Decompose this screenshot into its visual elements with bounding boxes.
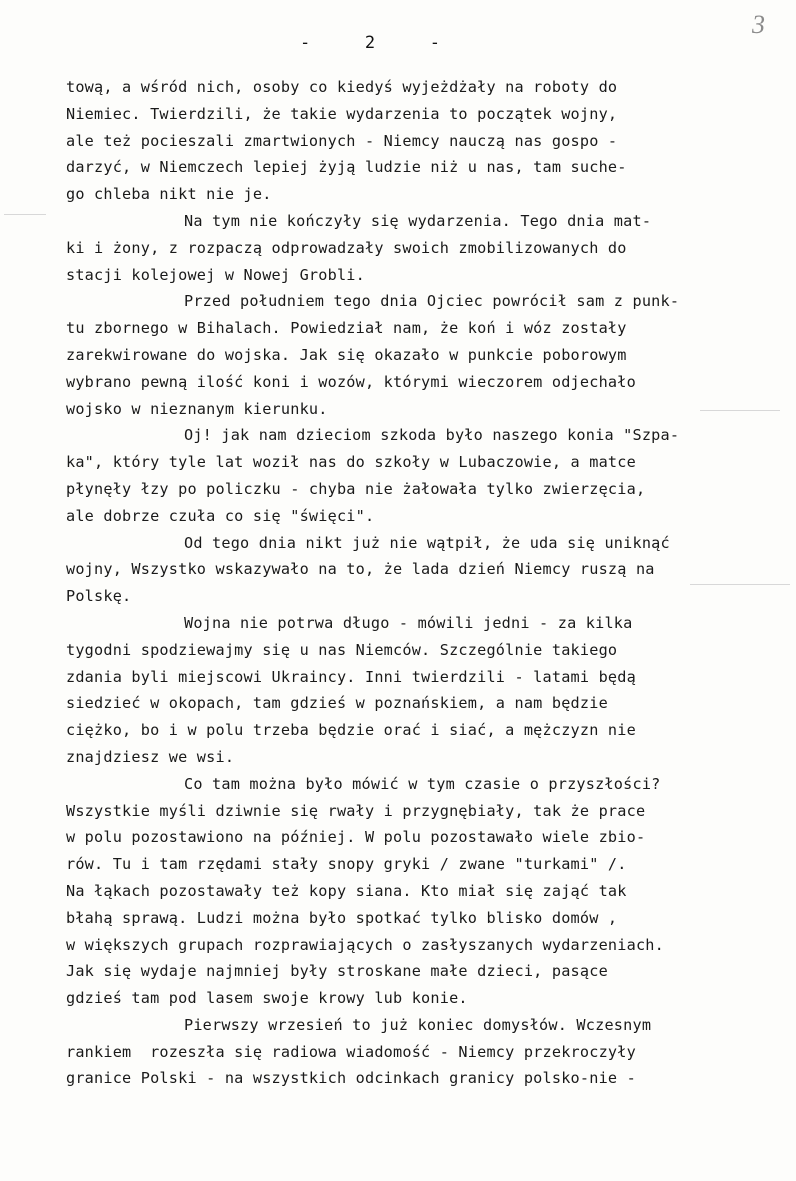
handwritten-page-mark: 3 [752, 10, 765, 39]
text-line: ka", który tyle lat woził nas do szkoły w Lubaczowie, a matce [66, 453, 636, 472]
text-line: Polskę. [66, 587, 132, 606]
text-line: rów. Tu i tam rzędami stały snopy gryki / zwane "turkami" /. [66, 855, 627, 874]
text-line: Na łąkach pozostawały też kopy siana. Kto miał się zająć tak [66, 881, 627, 900]
text-line: siedzieć w okopach, tam gdzieś w poznańskiem, a nam będzie [66, 694, 608, 713]
text-line: granice Polski - na wszystkich odcinkach granicy polsko-nie - [66, 1069, 636, 1088]
scan-noise [4, 214, 46, 215]
page-dash-left: - [300, 33, 311, 53]
page-number-header [300, 33, 440, 53]
text-line: w większych grupach rozprawiających o zasłyszanych wydarzeniach. [66, 935, 664, 954]
page-dash-right: - [429, 33, 440, 53]
text-line: ale dobrze czuła co się "święci". [66, 506, 375, 525]
text-line: gdzieś tam pod lasem swoje krowy lub konie. [66, 989, 468, 1008]
text-line: tową, a wśród nich, osoby co kiedyś wyjeżdżały na roboty do [66, 78, 618, 96]
text-line: ale też pocieszali zmartwionych - Niemcy nauczą nas gospo - [66, 131, 618, 150]
text-line: Przed południem tego dnia Ojciec powrócił sam z punk- [184, 292, 680, 311]
text-line: Jak się wydaje najmniej były stroskane małe dzieci, pasące [66, 962, 608, 981]
text-line: w polu pozostawiono na później. W polu pozostawało wiele zbio- [66, 828, 646, 847]
text-line: zarekwirowane do wojska. Jak się okazało w punkcie poborowym [66, 345, 627, 364]
text-line: darzyć, w Niemczech lepiej żyją ludzie niż u nas, tam suche- [66, 158, 627, 177]
document-body [66, 74, 766, 1092]
text-line: Pierwszy wrzesień to już koniec domysłów. Wczesnym [184, 1015, 652, 1034]
text-line: tu zbornego w Bihalach. Powiedział nam, że koń i wóz zostały [66, 319, 627, 338]
text-line: rankiem rozeszła się radiowa wiadomość - Niemcy przekroczyły [66, 1042, 636, 1061]
text-line: wojsko w nieznanym kierunku. [66, 399, 328, 418]
text-line: Od tego dnia nikt już nie wątpił, że uda się uniknąć [184, 533, 670, 552]
text-line: zdania byli miejscowi Ukraincy. Inni twierdzili - latami będą [66, 667, 636, 686]
text-line: Co tam można było mówić w tym czasie o przyszłości? [184, 774, 661, 793]
text-line: Oj! jak nam dzieciom szkoda było naszego konia "Szpa- [184, 426, 680, 445]
text-line: Wojna nie potrwa długo - mówili jedni - za kilka [184, 613, 633, 632]
text-line: Wszystkie myśli dziwnie się rwały i przygnębiały, tak że prace [66, 801, 646, 820]
text-line: ki i żony, z rozpaczą odprowadzały swoich zmobilizowanych do [66, 238, 627, 257]
text-line: Na tym nie kończyły się wydarzenia. Tego dnia mat- [184, 211, 652, 230]
text-line: go chleba nikt nie je. [66, 185, 272, 204]
text-line: tygodni spodziewajmy się u nas Niemców. Szczególnie takiego [66, 640, 618, 659]
text-line: znajdziesz we wsi. [66, 747, 235, 766]
text-line: ciężko, bo i w polu trzeba będzie orać i siać, a mężczyzn nie [66, 721, 636, 740]
text-line: stacji kolejowej w Nowej Grobli. [66, 265, 365, 284]
page-number: 2 [364, 33, 376, 53]
text-line: błahą sprawą. Ludzi można było spotkać tylko blisko domów , [66, 908, 618, 927]
text-line: płynęły łzy po policzku - chyba nie żałowała tylko zwierzęcia, [66, 479, 646, 498]
text-line: wybrano pewną ilość koni i wozów, którymi wieczorem odjechało [66, 372, 636, 391]
text-line: Niemiec. Twierdzili, że takie wydarzenia to początek wojny, [66, 104, 618, 123]
text-line: wojny, Wszystko wskazywało na to, że lada dzień Niemcy ruszą na [66, 560, 655, 579]
